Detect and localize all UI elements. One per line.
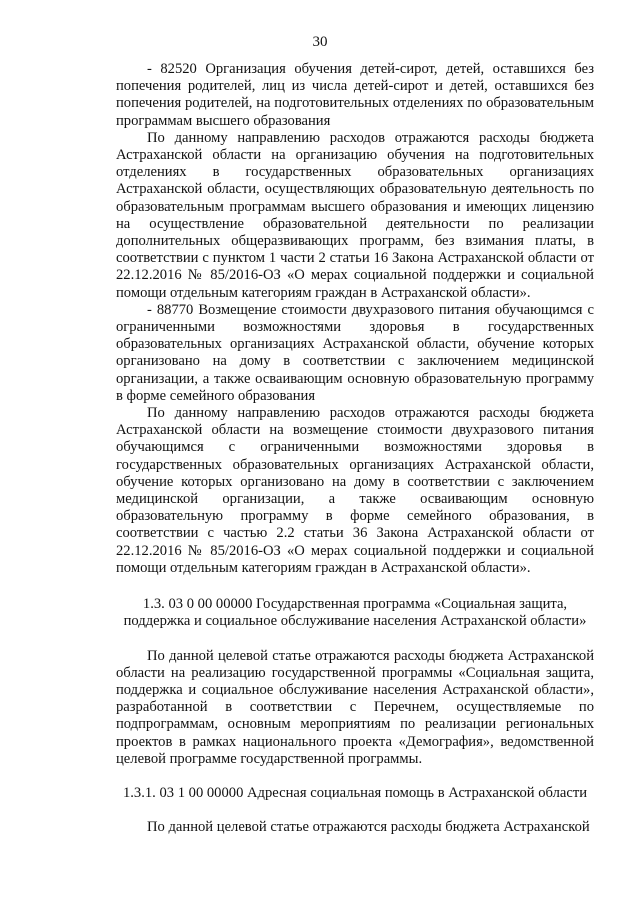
document-body (116, 61, 594, 836)
section-heading-1-3: 1.3. 03 0 00 00000 Государственная программа «Социальная защита, поддержка и социальное обслуживание населения Астраханской области» (123, 596, 587, 630)
paragraph-82520-title: - 82520 Организация обучения детей-сирот, детей, оставшихся без попечения родителей, лиц из числа детей-сирот и детей, оставшихся без попечения родителей, на подготовительных отделениях по образовательным программам высшего образования (116, 61, 594, 129)
paragraph-88770-title: - 88770 Возмещение стоимости двухразового питания обучающимся с ограниченными возможностями здоровья в государственных образовательных организациях Астраханской области, обучение которых организовано на дому в соответствии с заключением медицинской организации, а также осваивающим основную образовательную программу в форме семейного образования (116, 301, 594, 404)
paragraph-section-1-3-description: По данной целевой статье отражаются расходы бюджета Астраханской области на реализацию государственной программы «Социальная защита, поддержка и социальное обслуживание населения Астраханской области», разработанной в соответствии с Перечнем, осуществляемые по подпрограммам, основным мероприятиям по реализации региональных проектов в рамках национального проекта «Демография», ведомственной целевой программе государственной программы. (116, 647, 594, 767)
paragraph-section-1-3-1-description: По данной целевой статье отражаются расходы бюджета Астраханской (147, 819, 590, 836)
paragraph-88770-description: По данному направлению расходов отражаются расходы бюджета Астраханской области на возмещение стоимости двухразового питания обучающимся с ограниченными возможностями здоровья в государственных образовательных организациях Астраханской области, обучение которых организовано на дому в соответствии с заключением медицинской организации, а также осваивающим основную образовательную программу в форме семейного образования, в соответствии с частью 2.2 статьи 36 Закона Астраханской области от 22.12.2016 № 85/2016-ОЗ «О мерах социальной поддержки и социальной помощи отдельным категориям граждан в Астраханской области». (116, 405, 594, 576)
paragraph-82520-description: По данному направлению расходов отражаются расходы бюджета Астраханской области на организацию обучения на подготовительных отделениях в государственных образовательных организациях Астраханской области, осуществляющих образовательную деятельность по образовательным программам высшего образования и имеющих лицензию на осуществление образовательной деятельности по реализации дополнительных общеразвивающих программ, без взимания платы, в соответствии с пунктом 1 части 2 статьи 16 Закона Астраханской области от 22.12.2016 № 85/2016-ОЗ «О мерах социальной поддержки и социальной помощи отдельным категориям граждан в Астраханской области». (116, 129, 594, 301)
section-heading-1-3-1: 1.3.1. 03 1 00 00000 Адресная социальная помощь в Астраханской области (122, 784, 588, 801)
page-number: 30 (312, 34, 328, 50)
